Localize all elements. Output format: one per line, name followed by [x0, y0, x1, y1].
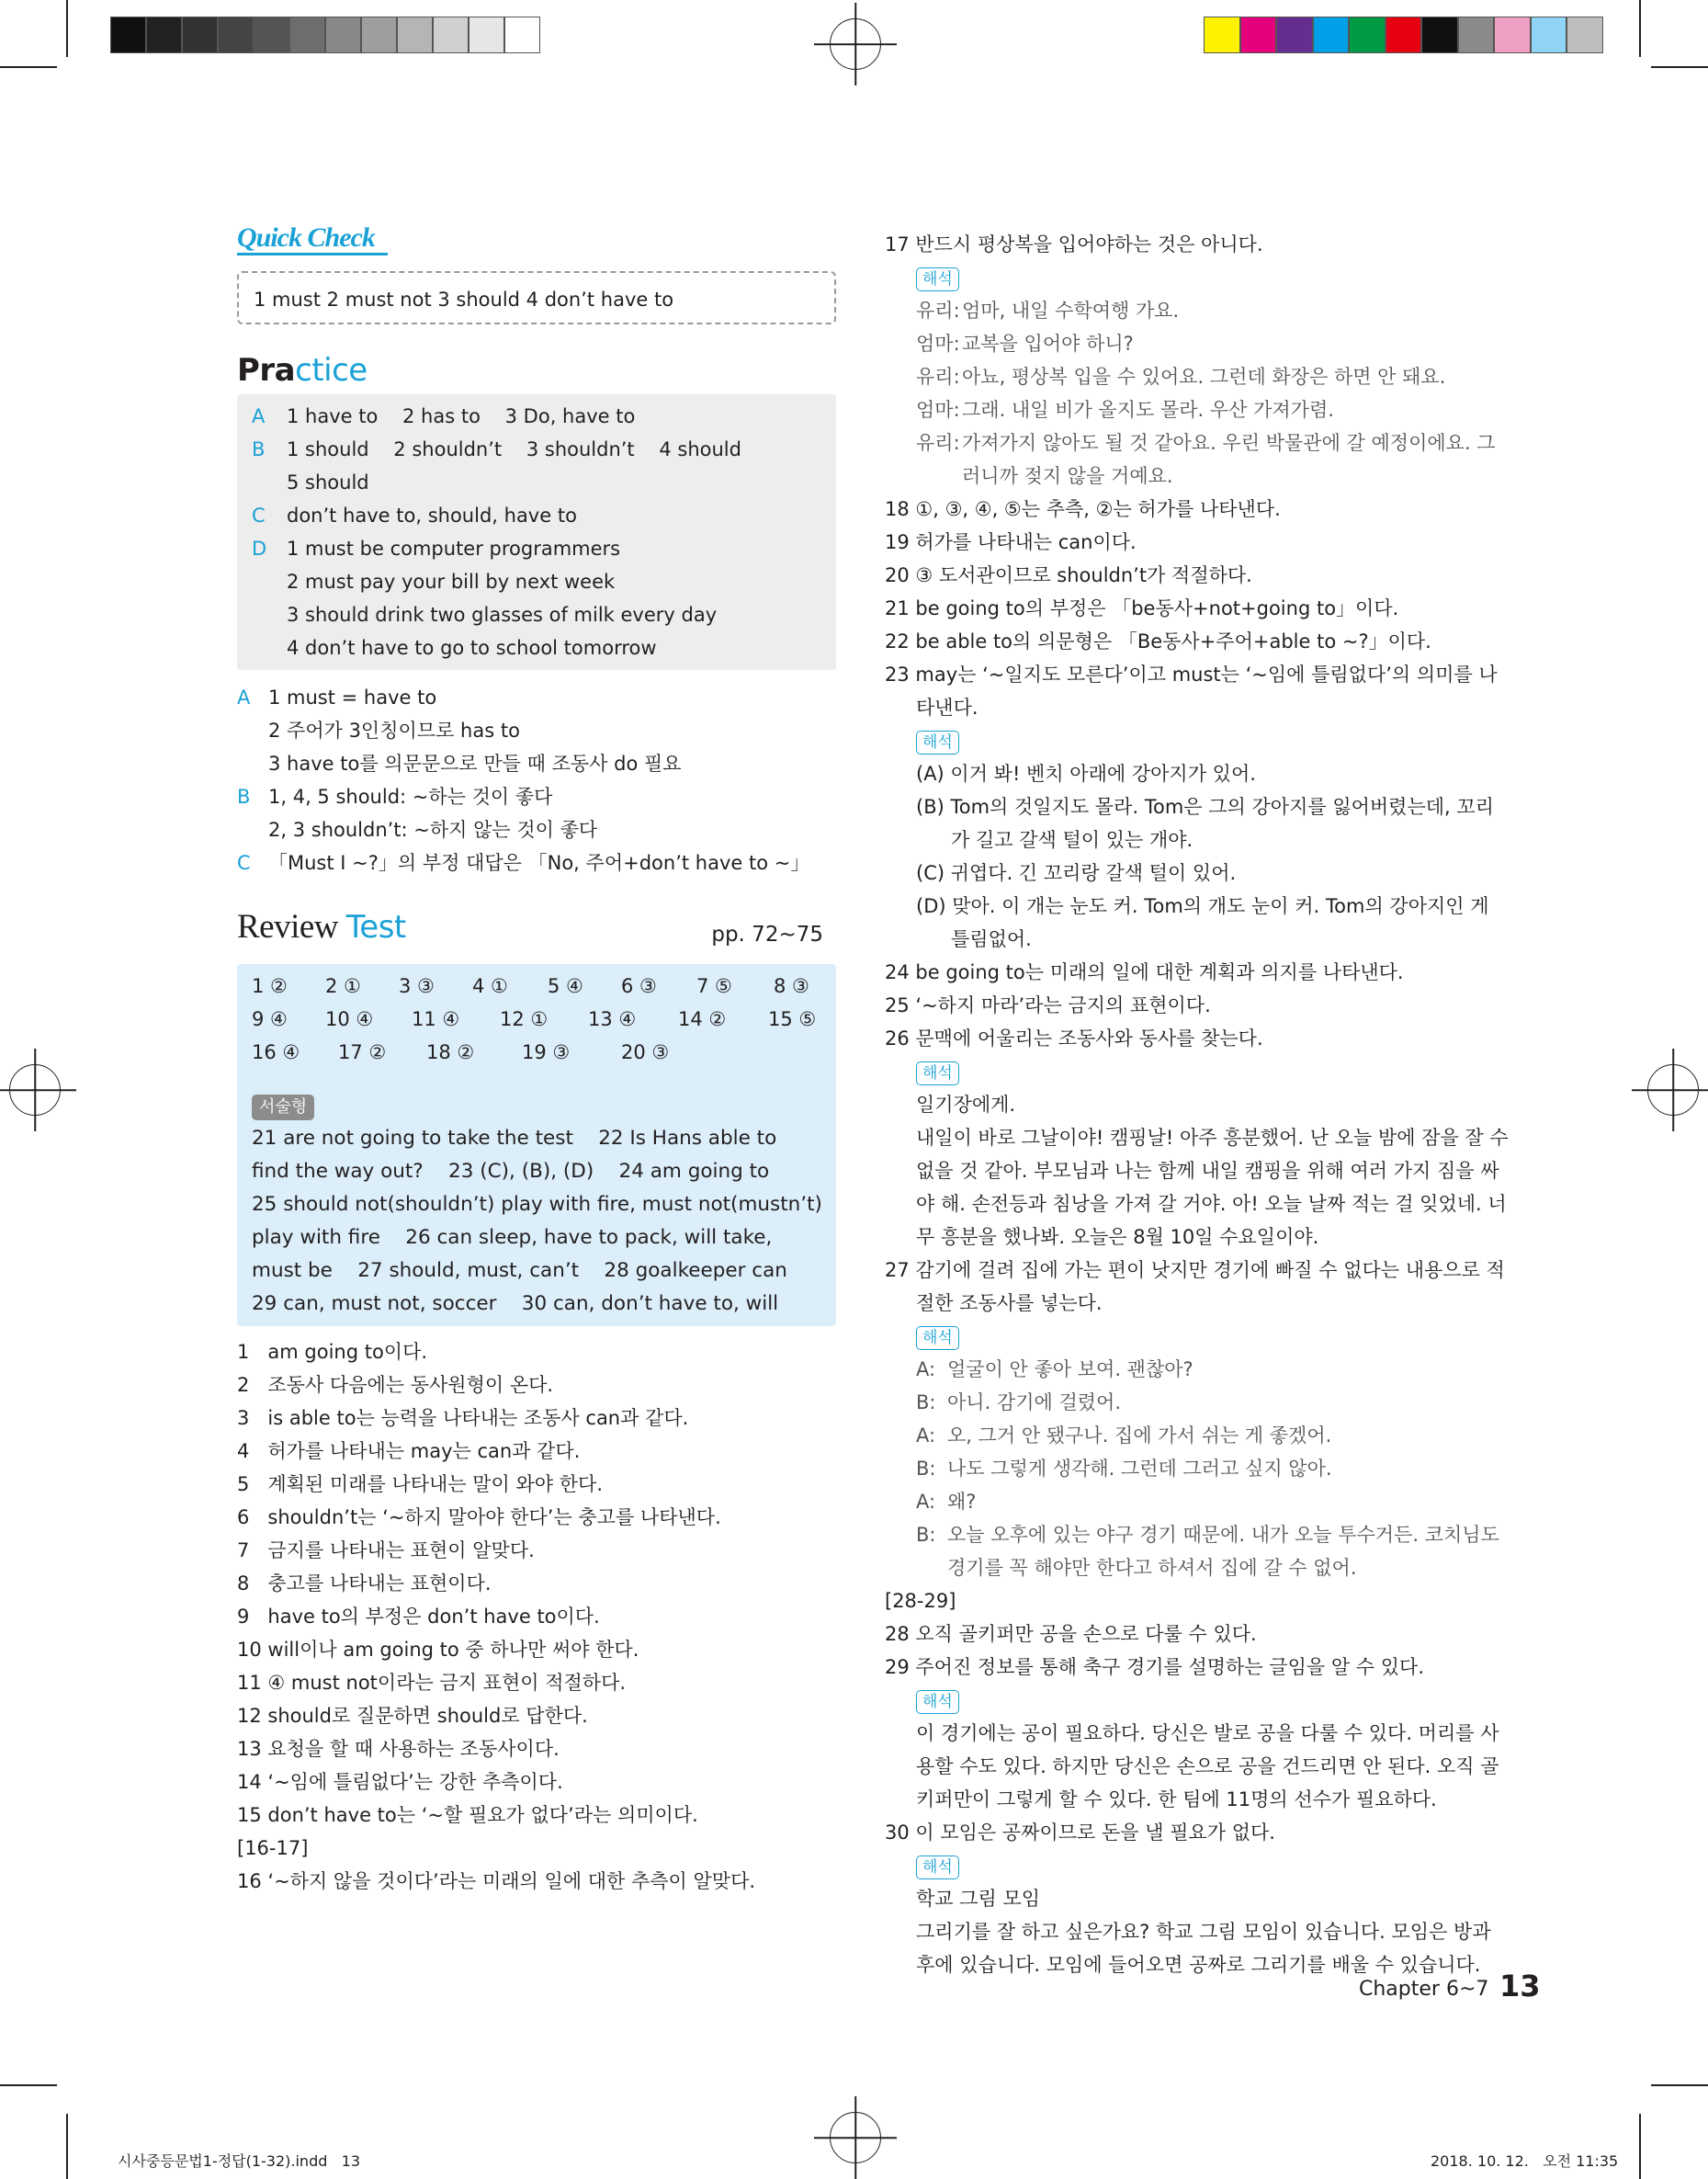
practice-answer-box — [237, 394, 836, 670]
diary-line: 없을 것 같아. 부모님과 나는 함께 내일 캠핑을 위해 여러 가지 짐을 싸 — [916, 1160, 1499, 1182]
dialogue-line: (A) 이거 봐! 벤치 아래에 강아지가 있어. — [916, 763, 1256, 785]
dialogue-text: 나도 그렇게 생각해. 그런데 그러고 싶지 않아. — [947, 1458, 1332, 1480]
registration-mark — [1647, 1064, 1699, 1116]
translation-tag-wrap — [885, 1684, 1487, 1717]
written-line: must be 27 should, must, can’t 28 goalkeeper can — [252, 1259, 787, 1282]
color-swatch — [1494, 17, 1531, 53]
explanation-line: 1 am going to이다. — [237, 1341, 428, 1363]
print-date: 2018. 10. 12. 오전 11:35 — [1431, 2152, 1619, 2170]
file-slug: 시사중등문법1-정답(1-32).indd 13 — [118, 2152, 360, 2170]
explanation-line: [28-29] — [885, 1590, 956, 1612]
note-text: 2 주어가 3인칭이므로 has to — [268, 720, 520, 742]
translation-line: 후에 있습니다. 모임에 들어오면 공짜로 그리기를 배울 수 있습니다. — [916, 1954, 1481, 1976]
practice-text: 2 must pay your bill by next week — [287, 571, 616, 593]
translation-tag-wrap — [885, 1849, 1487, 1882]
crop-mark — [1639, 0, 1641, 57]
practice-line — [252, 499, 821, 532]
written-line: 21 are not going to take the test 22 Is Hans able to — [252, 1127, 777, 1150]
translation-tag-wrap — [885, 724, 1487, 757]
speaker: 엄마: — [916, 399, 960, 421]
color-swatch — [1349, 17, 1386, 53]
dialogue-text: 엄마, 내일 수학여행 가요. — [962, 300, 1180, 322]
explanation-line: 22 be able to의 의문형은 「Be동사+주어+able to ~?」이다. — [885, 630, 1431, 653]
color-swatch — [1421, 17, 1458, 53]
dialogue-text: 경기를 꼭 해야만 한다고 하셔서 집에 갈 수 없어. — [947, 1557, 1357, 1579]
practice-line — [252, 631, 821, 664]
answer-item: 2 ① — [325, 975, 361, 997]
practice-note — [237, 813, 836, 846]
answer-item: 4 ① — [472, 975, 508, 997]
practice-line — [252, 433, 821, 466]
explanation-line: 18 ①, ③, ④, ⑤는 추측, ②는 허가를 나타낸다. — [885, 498, 1281, 520]
note-key: C — [237, 852, 251, 874]
practice-line — [252, 532, 821, 565]
explanation-line: 9 have to의 부정은 don’t have to이다. — [237, 1606, 600, 1628]
dialogue-text: 왜? — [947, 1491, 977, 1513]
crop-mark — [1651, 2084, 1708, 2086]
explanation-line: 29 주어진 정보를 통해 축구 경기를 설명하는 글임을 알 수 있다. — [885, 1656, 1425, 1678]
note-text: 3 have to를 의문문으로 만들 때 조동사 do 필요 — [268, 753, 682, 775]
practice-text: 4 don’t have to go to school tomorrow — [287, 637, 657, 659]
explanation-line: 10 will이나 am going to 중 하나만 써야 한다. — [237, 1639, 639, 1661]
dialogue-line: 가 길고 갈색 털이 있는 개야. — [951, 829, 1193, 851]
explanation-line: 15 don’t have to는 ‘~할 필요가 없다’라는 의미이다. — [237, 1804, 698, 1826]
translation-tag: 해석 — [916, 1856, 959, 1879]
left-column — [237, 223, 836, 1898]
answer-item: 7 ⑤ — [696, 975, 732, 997]
written-line: 25 should not(shouldn’t) play with fire, must not(mustn’t) — [252, 1193, 822, 1216]
review-explanations — [237, 1335, 836, 1898]
dialogue-text: 아뇨, 평상복 입을 수 있어요. 그런데 화장은 하면 안 돼요. — [962, 366, 1446, 388]
practice-line — [252, 466, 821, 499]
color-swatch — [1276, 17, 1313, 53]
translation-line: 용할 수도 있다. 하지만 당신은 손으로 공을 건드리면 안 된다. 오직 골 — [916, 1755, 1499, 1777]
answer-item: 6 ③ — [621, 975, 657, 997]
quick-check-answers: 1 must 2 must not 3 should 4 don’t have to — [237, 271, 836, 324]
translation-tag: 해석 — [916, 731, 959, 755]
practice-note — [237, 681, 836, 714]
speaker: B: — [916, 1458, 936, 1480]
translation-line: 이 경기에는 공이 필요하다. 당신은 발로 공을 다룰 수 있다. 머리를 사 — [916, 1722, 1499, 1744]
translation-tag-wrap — [885, 1055, 1487, 1088]
dialogue-text: 오늘 오후에 있는 야구 경기 때문에. 내가 오늘 투수거든. 코치님도 — [947, 1524, 1499, 1546]
dialogue-line — [885, 1353, 1487, 1386]
dialogue-line: (D) 맞아. 이 개는 눈도 커. Tom의 개도 눈이 커. Tom의 강아지인 게 — [916, 895, 1489, 917]
practice-line — [252, 598, 821, 631]
crop-mark — [0, 66, 57, 68]
gray-swatch — [146, 17, 182, 53]
explanation-line: 26 문맥에 어울리는 조동사와 동사를 찾는다. — [885, 1027, 1263, 1050]
explanation-line: 5 계획된 미래를 나타내는 말이 와야 한다. — [237, 1473, 604, 1495]
gray-swatch — [361, 17, 397, 53]
answer-row — [252, 1003, 821, 1036]
written-line: 29 can, must not, soccer 30 can, don’t have to, will — [252, 1292, 779, 1315]
practice-key: C — [252, 505, 266, 527]
registration-mark — [830, 18, 881, 70]
gray-swatch — [504, 17, 540, 53]
explanation-line: 21 be going to의 부정은 「be동사+not+going to」이다. — [885, 597, 1399, 619]
explanation-line: 19 허가를 나타내는 can이다. — [885, 531, 1137, 553]
explanation-line: 6 shouldn’t는 ‘~하지 말아야 한다’는 충고를 나타낸다. — [237, 1506, 721, 1528]
review-header — [237, 908, 836, 957]
gray-swatch — [218, 17, 254, 53]
answer-item: 14 ② — [678, 1008, 727, 1030]
dialogue-text: 오, 그거 안 됐구나. 집에 가서 쉬는 게 좋겠어. — [947, 1424, 1332, 1447]
explanation-line: 14 ‘~임에 틀림없다’는 강한 추측이다. — [237, 1771, 563, 1793]
explanation-line: 11 ④ must not이라는 금지 표현이 적절하다. — [237, 1672, 627, 1694]
speaker: 엄마: — [916, 333, 960, 355]
note-text: 2, 3 shouldn’t: ~하지 않는 것이 좋다 — [268, 819, 598, 841]
registration-mark — [9, 1064, 61, 1116]
dialogue-line — [885, 1386, 1487, 1419]
answer-item: 17 ② — [338, 1041, 387, 1063]
written-answer-tag: 서술형 — [252, 1095, 314, 1120]
explanation-line: [16-17] — [237, 1837, 309, 1859]
practice-key: D — [252, 538, 267, 560]
explanation-line: 8 충고를 나타내는 표현이다. — [237, 1572, 492, 1595]
dialogue-line — [885, 460, 1487, 493]
practice-text: 1 have to 2 has to 3 Do, have to — [287, 405, 636, 427]
practice-line — [252, 400, 821, 433]
color-swatch — [1531, 17, 1567, 53]
answer-item: 11 ④ — [412, 1008, 460, 1030]
note-text: 1 must = have to — [268, 687, 437, 709]
color-swatch — [1386, 17, 1422, 53]
answer-item: 8 ③ — [774, 975, 809, 997]
answer-item: 5 ④ — [548, 975, 583, 997]
crop-mark — [0, 2084, 57, 2086]
explanation-line: 절한 조동사를 넣는다. — [916, 1292, 1103, 1314]
speaker: A: — [916, 1491, 936, 1513]
translation-tag: 해석 — [916, 1690, 959, 1714]
dialogue-line — [885, 1551, 1487, 1584]
explanation-line: 17 반드시 평상복을 입어야하는 것은 아니다. — [885, 233, 1263, 255]
dialogue-text: 얼굴이 안 좋아 보여. 괜찮아? — [947, 1358, 1193, 1380]
answer-item: 13 ④ — [588, 1008, 637, 1030]
practice-key: A — [252, 405, 266, 427]
explanation-line: 12 should로 질문하면 should로 답한다. — [237, 1705, 588, 1727]
gray-swatch — [182, 17, 218, 53]
note-key: B — [237, 786, 251, 808]
answer-item: 1 ② — [252, 975, 288, 997]
speaker: 유리: — [916, 432, 960, 454]
dialogue-line — [885, 393, 1487, 426]
review-pages: pp. 72~75 — [711, 923, 823, 947]
practice-note — [237, 747, 836, 780]
page-number: 13 — [1499, 1969, 1541, 2003]
diary-line: 일기장에게. — [916, 1094, 1016, 1116]
explanation-line: 28 오직 골키퍼만 공을 손으로 다룰 수 있다. — [885, 1623, 1257, 1645]
gray-swatch — [433, 17, 469, 53]
crop-mark — [1651, 66, 1708, 68]
explanation-line: 2 조동사 다음에는 동사원형이 온다. — [237, 1374, 554, 1396]
dialogue-line: 틀림없어. — [951, 928, 1032, 950]
practice-notes — [237, 681, 836, 880]
translation-tag-wrap — [885, 1320, 1487, 1353]
note-text: 1, 4, 5 should: ~하는 것이 좋다 — [268, 786, 553, 808]
gray-swatch — [469, 17, 504, 53]
dialogue-text: 가져가지 않아도 될 것 같아요. 우린 박물관에 갈 예정이에요. 그 — [962, 432, 1496, 454]
dialogue-line — [885, 426, 1496, 460]
answer-grid — [252, 970, 821, 1069]
explanation-line: 24 be going to는 미래의 일에 대한 계획과 의지를 나타낸다. — [885, 961, 1404, 983]
right-column — [885, 228, 1509, 1981]
color-swatch — [1240, 17, 1277, 53]
practice-line — [252, 565, 821, 598]
note-key: A — [237, 687, 251, 709]
translation-tag: 해석 — [916, 267, 959, 291]
explanation-line: 13 요청을 할 때 사용하는 조동사이다. — [237, 1738, 560, 1760]
color-swatch — [1204, 17, 1240, 53]
explanation-line: 7 금지를 나타내는 표현이 알맞다. — [237, 1539, 535, 1561]
explanation-line: 30 이 모임은 공짜이므로 돈을 낼 필요가 없다. — [885, 1822, 1275, 1844]
practice-note — [237, 714, 836, 747]
quick-check-title: Quick Check — [237, 223, 836, 256]
color-swatch — [1458, 17, 1495, 53]
written-line: play with fire 26 can sleep, have to pack, will take, — [252, 1226, 773, 1249]
dialogue-line: (B) Tom의 것일지도 몰라. Tom은 그의 강아지를 잃어버렸는데, 꼬리 — [916, 796, 1494, 818]
speaker: A: — [916, 1424, 936, 1447]
gray-swatch — [325, 17, 361, 53]
answer-row — [252, 970, 821, 1003]
gray-swatch — [254, 17, 289, 53]
speaker: A: — [916, 1358, 936, 1380]
dialogue-line — [885, 1419, 1487, 1452]
practice-note — [237, 846, 836, 880]
dialogue-text: 그래. 내일 비가 올지도 몰라. 우산 가져가렴. — [962, 399, 1334, 421]
translation-line: 그리기를 잘 하고 싶은가요? 학교 그림 모임이 있습니다. 모임은 방과 — [916, 1921, 1491, 1943]
explanation-line: 23 may는 ‘~일지도 모른다’이고 must는 ‘~임에 틀림없다’의 의미를 나 — [885, 664, 1498, 686]
dialogue-line — [885, 1485, 1487, 1518]
dialogue-line: (C) 귀엽다. 긴 꼬리랑 갈색 털이 있어. — [916, 862, 1237, 884]
review-test-title: Review Test — [237, 908, 406, 946]
answer-item: 9 ④ — [252, 1008, 288, 1030]
answer-item: 10 ④ — [325, 1008, 374, 1030]
translation-line: 학교 그림 모임 — [916, 1888, 1041, 1910]
diary-line: 야 해. 손전등과 침낭을 가져 갈 거야. 아! 오늘 날짜 적는 걸 잊었네. 너 — [916, 1193, 1507, 1215]
answer-row — [252, 1036, 821, 1069]
explanation-line: 3 is able to는 능력을 나타내는 조동사 can과 같다. — [237, 1407, 689, 1429]
practice-key: B — [252, 438, 266, 460]
crop-mark — [66, 0, 68, 57]
practice-note — [237, 780, 836, 813]
explanation-line: 4 허가를 나타내는 may는 can과 같다. — [237, 1440, 581, 1462]
dialogue-line — [885, 1452, 1487, 1485]
crop-mark — [66, 2114, 68, 2179]
registration-mark — [830, 2112, 881, 2163]
dialogue-line — [885, 327, 1487, 360]
practice-text: 3 should drink two glasses of milk every day — [287, 604, 718, 626]
answer-item: 19 ③ — [522, 1041, 571, 1063]
dialogue-line — [885, 360, 1487, 393]
answer-item: 15 ⑤ — [768, 1008, 817, 1030]
color-swatch — [1313, 17, 1350, 53]
diary-line: 내일이 바로 그날이야! 캠핑날! 아주 흥분했어. 난 오늘 밤에 잠을 잘 수 — [916, 1127, 1509, 1149]
explanation-line: 20 ③ 도서관이므로 shouldn’t가 적절하다. — [885, 564, 1252, 586]
dialogue-text: 러니까 젖지 않을 거예요. — [962, 465, 1173, 487]
written-answers — [252, 1122, 821, 1321]
practice-text: don’t have to, should, have to — [287, 505, 577, 527]
chapter-label: Chapter 6~7 — [1359, 1978, 1489, 2001]
color-swatch — [1567, 17, 1603, 53]
practice-title: Practice — [237, 352, 368, 389]
gray-swatch — [110, 17, 146, 53]
explanation-line: 25 ‘~하지 마라’라는 금지의 표현이다. — [885, 994, 1211, 1016]
written-line: find the way out? 23 (C), (B), (D) 24 am going to — [252, 1160, 770, 1183]
speaker: 유리: — [916, 300, 960, 322]
dialogue-line — [885, 1518, 1499, 1551]
dialogue-line — [885, 294, 1487, 327]
answer-item: 12 ① — [500, 1008, 549, 1030]
answer-item: 3 ③ — [399, 975, 435, 997]
practice-text: 1 should 2 shouldn’t 3 shouldn’t 4 should — [287, 438, 741, 460]
translation-tag: 해석 — [916, 1061, 959, 1085]
answer-item: 20 ③ — [621, 1041, 670, 1063]
dialogue-text: 아니. 감기에 걸렸어. — [947, 1391, 1121, 1413]
explanation-line: 27 감기에 걸려 집에 가는 편이 낫지만 경기에 빠질 수 없다는 내용으로 적 — [885, 1259, 1505, 1281]
dialogue-text: 교복을 입어야 하니? — [962, 333, 1134, 355]
speaker: 유리: — [916, 366, 960, 388]
translation-tag-wrap — [885, 261, 1487, 294]
gray-swatch — [289, 17, 325, 53]
explanation-line: 16 ‘~하지 않을 것이다’라는 미래의 일에 대한 추측이 알맞다. — [237, 1870, 756, 1892]
crop-mark — [1639, 2114, 1641, 2179]
translation-tag: 해석 — [916, 1326, 959, 1350]
answer-item: 16 ④ — [252, 1041, 300, 1063]
practice-text: 5 should — [287, 471, 369, 494]
speaker: B: — [916, 1524, 936, 1546]
review-answer-box — [237, 964, 836, 1326]
gray-swatch — [397, 17, 433, 53]
translation-line: 키퍼만이 그렇게 할 수 있다. 한 팀에 11명의 선수가 필요하다. — [916, 1788, 1437, 1810]
practice-text: 1 must be computer programmers — [287, 538, 621, 560]
explanation-line: 타낸다. — [916, 697, 978, 719]
note-text: 「Must I ~?」의 부정 대답은 「No, 주어+don’t have to ~」 — [268, 852, 810, 874]
speaker: B: — [916, 1391, 936, 1413]
answer-item: 18 ② — [426, 1041, 475, 1063]
diary-line: 무 흥분을 했나봐. 오늘은 8월 10일 수요일이야. — [916, 1226, 1319, 1248]
